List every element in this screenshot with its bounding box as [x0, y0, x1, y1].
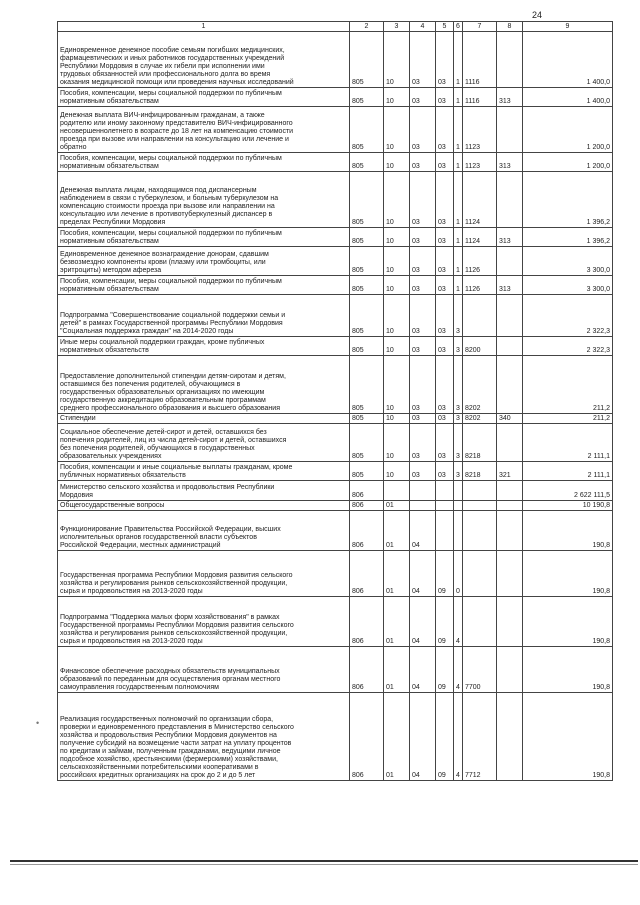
code-expense-type [497, 356, 523, 414]
code-program: 09 [436, 647, 454, 693]
table-row [58, 356, 613, 414]
code-direction: 1126 [463, 247, 497, 276]
code-direction: 8218 [463, 424, 497, 462]
header-cell: 4 [410, 22, 436, 32]
code-subsection: 03 [410, 228, 436, 247]
table-row [58, 276, 613, 295]
code-program: 03 [436, 414, 454, 424]
table-row [58, 247, 613, 276]
code-ministry: 805 [350, 337, 384, 356]
code-expense-type [497, 107, 523, 153]
code-subprogram: 4 [454, 693, 463, 781]
code-subprogram [454, 511, 463, 551]
scan-mark: • [36, 718, 40, 728]
code-program: 03 [436, 462, 454, 481]
code-ministry: 805 [350, 424, 384, 462]
item-name: Пособия, компенсации, меры социальной поддержки по публичным нормативным обязательствам [58, 228, 350, 247]
code-direction: 1124 [463, 228, 497, 247]
amount: 190,8 [523, 597, 613, 647]
item-name: Предоставление дополнительной стипендии детям-сиротам и детям, оставшимся без попечения родителей, обучающимся в государственных образовательных организациях по имеющим государственную аккредитацию образовательным программам среднего профессионального образования и высшего образования [58, 356, 350, 414]
code-section: 10 [384, 32, 410, 88]
code-expense-type [497, 597, 523, 647]
code-program: 03 [436, 228, 454, 247]
code-expense-type [497, 693, 523, 781]
code-ministry: 805 [350, 356, 384, 414]
amount: 2 322,3 [523, 295, 613, 337]
code-section: 10 [384, 153, 410, 172]
code-program: 03 [436, 356, 454, 414]
code-expense-type [497, 337, 523, 356]
code-subsection: 03 [410, 88, 436, 107]
code-ministry: 806 [350, 511, 384, 551]
code-section [384, 481, 410, 501]
table-row [58, 414, 613, 424]
code-direction: 1123 [463, 153, 497, 172]
code-subsection: 04 [410, 511, 436, 551]
code-program [436, 511, 454, 551]
amount: 1 400,0 [523, 32, 613, 88]
item-name: Пособия, компенсации и иные социальные выплаты гражданам, кроме публичных нормативных обязательств [58, 462, 350, 481]
code-subsection: 04 [410, 647, 436, 693]
code-subsection: 03 [410, 414, 436, 424]
code-direction: 8218 [463, 462, 497, 481]
code-section: 01 [384, 647, 410, 693]
code-direction [463, 597, 497, 647]
code-section: 10 [384, 414, 410, 424]
code-subsection: 03 [410, 337, 436, 356]
code-ministry: 805 [350, 32, 384, 88]
code-expense-type: 313 [497, 276, 523, 295]
code-direction: 1126 [463, 276, 497, 295]
code-ministry: 805 [350, 295, 384, 337]
code-ministry: 805 [350, 414, 384, 424]
table-row [58, 597, 613, 647]
item-name: Денежная выплата ВИЧ-инфицированным гражданам, а также родителю или иному законному представителю ВИЧ-инфицированного несовершеннолетнего в возрасте до 18 лет на компенсацию стоимости проезда при вызове или направлении на консультацию или лечение и обратно [58, 107, 350, 153]
code-program: 09 [436, 551, 454, 597]
item-name: Общегосударственные вопросы [58, 501, 350, 511]
code-subprogram: 1 [454, 153, 463, 172]
amount: 190,8 [523, 511, 613, 551]
item-name: Подпрограмма "Поддержка малых форм хозяйствования" в рамках Государственной программы Республики Мордовия развития сельского хозяйства и регулирования рынков сельскохозяйственной продукции, сырья и продовольствия на 2013-2020 годы [58, 597, 350, 647]
code-subsection: 03 [410, 32, 436, 88]
code-subprogram: 3 [454, 337, 463, 356]
table-row [58, 462, 613, 481]
header-cell: 8 [497, 22, 523, 32]
code-ministry: 805 [350, 247, 384, 276]
code-subsection: 04 [410, 551, 436, 597]
header-cell: 6 [454, 22, 463, 32]
code-ministry: 805 [350, 228, 384, 247]
table-row [58, 551, 613, 597]
code-program: 03 [436, 247, 454, 276]
item-name: Единовременное денежное вознаграждение донорам, сдавшим безвозмездно компоненты крови (плазму или тромбоциты, или эритроциты) методом афереза [58, 247, 350, 276]
item-name: Иные меры социальной поддержки граждан, кроме публичных нормативных обязательств [58, 337, 350, 356]
page-bottom-edge-shadow [10, 864, 638, 865]
code-expense-type [497, 295, 523, 337]
code-section: 10 [384, 107, 410, 153]
amount: 2 322,3 [523, 337, 613, 356]
table-row [58, 88, 613, 107]
code-subsection: 04 [410, 597, 436, 647]
header-cell: 3 [384, 22, 410, 32]
code-expense-type: 321 [497, 462, 523, 481]
amount: 190,8 [523, 551, 613, 597]
code-subprogram: 3 [454, 462, 463, 481]
code-section: 01 [384, 551, 410, 597]
table-body [58, 32, 613, 781]
table-row [58, 647, 613, 693]
code-section: 10 [384, 337, 410, 356]
code-section: 10 [384, 356, 410, 414]
code-direction: 1116 [463, 88, 497, 107]
page-number: 24 [532, 10, 543, 20]
code-subsection: 03 [410, 247, 436, 276]
code-subprogram: 1 [454, 32, 463, 88]
code-direction [463, 295, 497, 337]
code-direction: 8202 [463, 414, 497, 424]
code-direction [463, 501, 497, 511]
code-direction: 7700 [463, 647, 497, 693]
item-name: Социальное обеспечение детей-сирот и детей, оставшихся без попечения родителей, лиц из числа детей-сирот и детей, оставшихся без попечения родителей, обучающихся в государственных образовательных учреждениях [58, 424, 350, 462]
code-section: 01 [384, 511, 410, 551]
code-subsection: 03 [410, 107, 436, 153]
table-row [58, 693, 613, 781]
code-direction: 8202 [463, 356, 497, 414]
code-program: 03 [436, 337, 454, 356]
table-row [58, 501, 613, 511]
code-direction [463, 511, 497, 551]
item-name: Министерство сельского хозяйства и продовольствия Республики Мордовия [58, 481, 350, 501]
item-name: Пособия, компенсации, меры социальной поддержки по публичным нормативным обязательствам [58, 88, 350, 107]
code-program: 03 [436, 295, 454, 337]
code-subsection: 03 [410, 153, 436, 172]
code-program: 03 [436, 172, 454, 228]
code-expense-type [497, 511, 523, 551]
code-program: 09 [436, 597, 454, 647]
code-expense-type: 313 [497, 228, 523, 247]
table-row [58, 32, 613, 88]
code-section: 10 [384, 295, 410, 337]
code-expense-type [497, 32, 523, 88]
table-row [58, 228, 613, 247]
code-expense-type [497, 551, 523, 597]
code-section: 10 [384, 88, 410, 107]
code-subsection [410, 501, 436, 511]
code-subprogram: 3 [454, 295, 463, 337]
amount: 1 200,0 [523, 107, 613, 153]
code-ministry: 805 [350, 172, 384, 228]
code-direction: 1123 [463, 107, 497, 153]
item-name: Функционирование Правительства Российской Федерации, высших исполнительных органов государственной власти субъектов Российской Федерации, местных администраций [58, 511, 350, 551]
code-expense-type [497, 481, 523, 501]
amount: 1 200,0 [523, 153, 613, 172]
budget-table [57, 21, 613, 781]
code-expense-type [497, 172, 523, 228]
header-cell: 2 [350, 22, 384, 32]
code-subprogram: 1 [454, 172, 463, 228]
code-ministry: 806 [350, 647, 384, 693]
code-subprogram: 1 [454, 276, 463, 295]
amount: 211,2 [523, 356, 613, 414]
amount: 2 111,1 [523, 424, 613, 462]
code-subprogram: 3 [454, 424, 463, 462]
code-subsection [410, 481, 436, 501]
code-subsection: 03 [410, 424, 436, 462]
item-name: Денежная выплата лицам, находящимся под диспансерным наблюдением в связи с туберкулезом, и больным туберкулезом на компенсацию стоимости проезда при вызове или направлении на консультацию или лечение в противотуберкулезный диспансер в пределах Республики Мордовия [58, 172, 350, 228]
amount: 3 300,0 [523, 247, 613, 276]
code-ministry: 806 [350, 551, 384, 597]
table-row [58, 511, 613, 551]
code-expense-type: 340 [497, 414, 523, 424]
table-row [58, 107, 613, 153]
code-ministry: 805 [350, 462, 384, 481]
code-ministry: 805 [350, 276, 384, 295]
code-ministry: 806 [350, 597, 384, 647]
amount: 2 111,1 [523, 462, 613, 481]
code-section: 10 [384, 424, 410, 462]
code-expense-type: 313 [497, 88, 523, 107]
code-program: 03 [436, 424, 454, 462]
item-name: Подпрограмма "Совершенствование социальной поддержки семьи и детей" в рамках Государственной программы Республики Мордовия "Социальная поддержка граждан" на 2014-2020 годы [58, 295, 350, 337]
amount: 1 400,0 [523, 88, 613, 107]
code-program [436, 481, 454, 501]
code-direction: 1124 [463, 172, 497, 228]
code-section: 10 [384, 276, 410, 295]
header-cell: 1 [58, 22, 350, 32]
table-row [58, 295, 613, 337]
header-cell: 7 [463, 22, 497, 32]
code-subsection: 03 [410, 295, 436, 337]
code-direction: 7712 [463, 693, 497, 781]
header-row [58, 22, 613, 32]
code-subprogram: 3 [454, 414, 463, 424]
code-expense-type [497, 647, 523, 693]
code-ministry: 806 [350, 501, 384, 511]
code-expense-type: 313 [497, 153, 523, 172]
amount: 190,8 [523, 647, 613, 693]
amount: 211,2 [523, 414, 613, 424]
code-expense-type [497, 247, 523, 276]
item-name: Пособия, компенсации, меры социальной поддержки по публичным нормативным обязательствам [58, 276, 350, 295]
code-expense-type [497, 424, 523, 462]
code-subsection: 03 [410, 356, 436, 414]
table-row [58, 337, 613, 356]
code-program: 03 [436, 276, 454, 295]
code-direction: 1116 [463, 32, 497, 88]
code-expense-type [497, 501, 523, 511]
code-program: 03 [436, 88, 454, 107]
code-direction [463, 551, 497, 597]
code-subprogram: 0 [454, 551, 463, 597]
code-program: 09 [436, 693, 454, 781]
amount: 3 300,0 [523, 276, 613, 295]
code-section: 01 [384, 501, 410, 511]
code-section: 10 [384, 172, 410, 228]
code-ministry: 805 [350, 88, 384, 107]
code-subprogram: 1 [454, 107, 463, 153]
amount: 10 190,8 [523, 501, 613, 511]
code-ministry: 805 [350, 153, 384, 172]
code-subprogram: 3 [454, 356, 463, 414]
code-ministry: 805 [350, 107, 384, 153]
code-ministry: 806 [350, 481, 384, 501]
code-section: 10 [384, 462, 410, 481]
code-subprogram: 1 [454, 88, 463, 107]
code-ministry: 806 [350, 693, 384, 781]
code-subprogram: 4 [454, 647, 463, 693]
code-direction: 8200 [463, 337, 497, 356]
amount: 190,8 [523, 693, 613, 781]
code-direction [463, 481, 497, 501]
code-section: 01 [384, 693, 410, 781]
code-section: 10 [384, 247, 410, 276]
code-subsection: 03 [410, 462, 436, 481]
header-cell: 9 [523, 22, 613, 32]
header-cell: 5 [436, 22, 454, 32]
code-subsection: 03 [410, 276, 436, 295]
code-subprogram [454, 501, 463, 511]
table-row [58, 172, 613, 228]
amount: 1 396,2 [523, 228, 613, 247]
code-subprogram: 4 [454, 597, 463, 647]
code-subprogram: 1 [454, 247, 463, 276]
item-name: Финансовое обеспечение расходных обязательств муниципальных образований по переданным для осуществления органам местного самоуправления государственным полномочиям [58, 647, 350, 693]
item-name: Единовременное денежное пособие семьям погибших медицинских, фармацевтических и иных работников государственных учреждений Республики Мордовия в случае их гибели при исполнении ими трудовых обязанностей или профессионального долга во время оказания медицинской помощи или проведения научных исследований [58, 32, 350, 88]
code-section: 10 [384, 228, 410, 247]
code-section: 01 [384, 597, 410, 647]
table-row [58, 481, 613, 501]
code-program [436, 501, 454, 511]
code-subsection: 03 [410, 172, 436, 228]
code-program: 03 [436, 107, 454, 153]
item-name: Реализация государственных полномочий по организации сбора, проверки и единовременного представления в Министерство сельского хозяйства и продовольствия Республики Мордовия документов на получение субсидий на возмещение части затрат на уплату процентов по кредитам и займам, полученным гражданами, ведущими личное подсобное хозяйство, крестьянскими (фермерскими) хозяйствами, сельскохозяйственными потребительскими кооперативами в российских кредитных организациях на срок до 2 и до 5 лет [58, 693, 350, 781]
item-name: Стипендии [58, 414, 350, 424]
code-program: 03 [436, 153, 454, 172]
amount: 1 396,2 [523, 172, 613, 228]
page-bottom-edge [10, 860, 638, 862]
amount: 2 622 111,5 [523, 481, 613, 501]
item-name: Государственная программа Республики Мордовия развития сельского хозяйства и регулирования рынков сельскохозяйственной продукции, сырья и продовольствия на 2013-2020 годы [58, 551, 350, 597]
table-row [58, 424, 613, 462]
code-subprogram: 1 [454, 228, 463, 247]
code-subprogram [454, 481, 463, 501]
code-program: 03 [436, 32, 454, 88]
item-name: Пособия, компенсации, меры социальной поддержки по публичным нормативным обязательствам [58, 153, 350, 172]
table-row [58, 153, 613, 172]
code-subsection: 04 [410, 693, 436, 781]
